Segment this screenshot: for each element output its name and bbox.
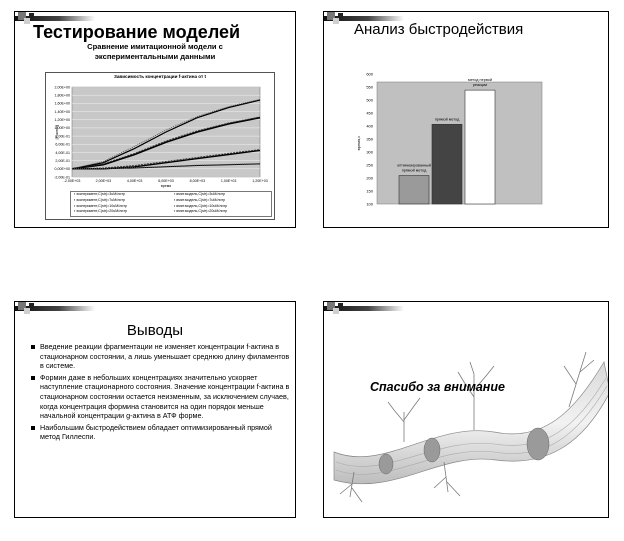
slide-title: Тестирование моделей — [33, 22, 241, 42]
data-label: прямой метод — [401, 168, 427, 173]
chart-title: Зависимость концентрации f-актина от t — [113, 74, 207, 79]
legend-entry: ▪ эксперимент,C(str)=7uM/литр — [74, 197, 125, 202]
y-tick-label: 1,00E+00 — [54, 126, 70, 131]
legend-entry: ▪ имит.модель,C(str)=20uM/литр — [174, 209, 228, 214]
bar-chart — [324, 12, 609, 228]
y-tick-label: 450 — [366, 110, 373, 116]
legend-entry: ▪ имит.модель,C(str)=10uM/литр — [174, 203, 228, 208]
y-tick-label: 350 — [366, 136, 373, 142]
conclusions-list — [29, 342, 291, 444]
chart-heading-line1: Сравнение имитационной модели с — [87, 42, 223, 51]
y-tick-label: 1,80E+00 — [54, 93, 70, 98]
legend-entry: ▪ эксперимент,C(str)=20uM/литр — [74, 209, 127, 214]
y-tick-label: 250 — [366, 162, 373, 168]
slide-conclusions[interactable] — [14, 301, 296, 518]
y-tick-label: 500 — [366, 97, 373, 103]
legend-entry: ▪ эксперимент,C(str)=10uM/литр — [74, 203, 127, 208]
data-label: оптимизированный — [397, 163, 431, 168]
x-tick-label: 2,00E+03 — [95, 179, 112, 183]
y-axis-label: время,с — [356, 135, 361, 151]
y-tick-label: 600 — [366, 71, 373, 77]
y-tick-label: 1,20E+00 — [54, 118, 70, 123]
y-tick-label: -2,00E-01 — [54, 175, 70, 180]
chart-legend — [70, 191, 272, 217]
data-label: реакции — [472, 83, 488, 88]
slide-testing-models[interactable] — [14, 11, 296, 228]
x-tick-label: 8,00E+03 — [189, 179, 206, 183]
chart-heading-line2: экспериментальными данными — [94, 52, 216, 61]
y-tick-label: 1,40E+00 — [54, 109, 70, 114]
x-tick-label: -2,00E+03 — [63, 179, 81, 183]
data-label: прямой метод — [434, 117, 460, 122]
y-tick-label: 6,00E-01 — [55, 142, 70, 147]
y-tick-label: 300 — [366, 149, 373, 155]
x-axis-label: время — [160, 184, 172, 188]
y-tick-label: 100 — [366, 201, 373, 207]
legend-entry: ▪ эксперимент,C(str)=3uM/литр — [74, 192, 125, 196]
bar — [465, 90, 495, 204]
bar — [399, 176, 429, 204]
membrane-illustration — [324, 302, 609, 518]
list-item: Введение реакции фрагментации не изменяет концентрации f-актина в стационарном состоянии, а лишь уменьшает среднюю длину филаментов в системе. — [29, 342, 291, 371]
legend-entry: ▪ имит.модель,C(str)=7uM/литр — [174, 197, 226, 202]
thank-you-text: Спасибо за внимание — [370, 380, 505, 394]
slide-title: Выводы — [126, 322, 184, 339]
y-tick-label: 4,00E-01 — [55, 150, 70, 155]
slide-performance-analysis[interactable] — [323, 11, 609, 228]
bar — [432, 124, 462, 204]
title-bar-decoration — [15, 302, 295, 320]
line-chart-plot — [46, 73, 274, 191]
legend-entry: ▪ имит.модель,C(str)=3uM/литр — [174, 192, 226, 196]
line-chart — [45, 72, 275, 220]
y-tick-label: 2,00E-01 — [55, 158, 70, 163]
x-tick-label: 1,20E+03 — [252, 179, 268, 183]
y-axis-label: [F-актин] — [55, 124, 59, 140]
list-item: Наибольшим быстродействием обладает оптимизированный прямой метод Гиллеспи. — [29, 423, 291, 442]
x-tick-label: 4,00E+03 — [126, 179, 143, 183]
y-tick-label: 550 — [366, 84, 373, 90]
slide-title: Анализ быстродействия — [354, 21, 524, 38]
y-tick-label: 8,00E-01 — [55, 134, 70, 139]
y-tick-label: 2,00E+00 — [54, 85, 70, 90]
y-tick-label: 0,00E+00 — [54, 167, 70, 172]
y-tick-label: 150 — [366, 188, 373, 194]
slide-thank-you[interactable] — [323, 301, 609, 518]
y-tick-label: 200 — [366, 175, 373, 181]
x-tick-label: 1,00E+03 — [220, 179, 237, 183]
y-tick-label: 1,60E+00 — [54, 101, 70, 106]
x-tick-label: 6,00E+03 — [158, 179, 174, 183]
list-item: Формин даже в небольших концентрациях значительно ускоряет наступление стационарного состояния. Значение концентрации f-актина в стационарном состоянии остается неизменным, за исключением случаев, когда концентрация формина становится на один порядок меньше начальной концентрации g-актина в АТФ форме. — [29, 373, 291, 421]
y-tick-label: 400 — [366, 123, 373, 129]
data-label: метод первой — [467, 78, 493, 83]
